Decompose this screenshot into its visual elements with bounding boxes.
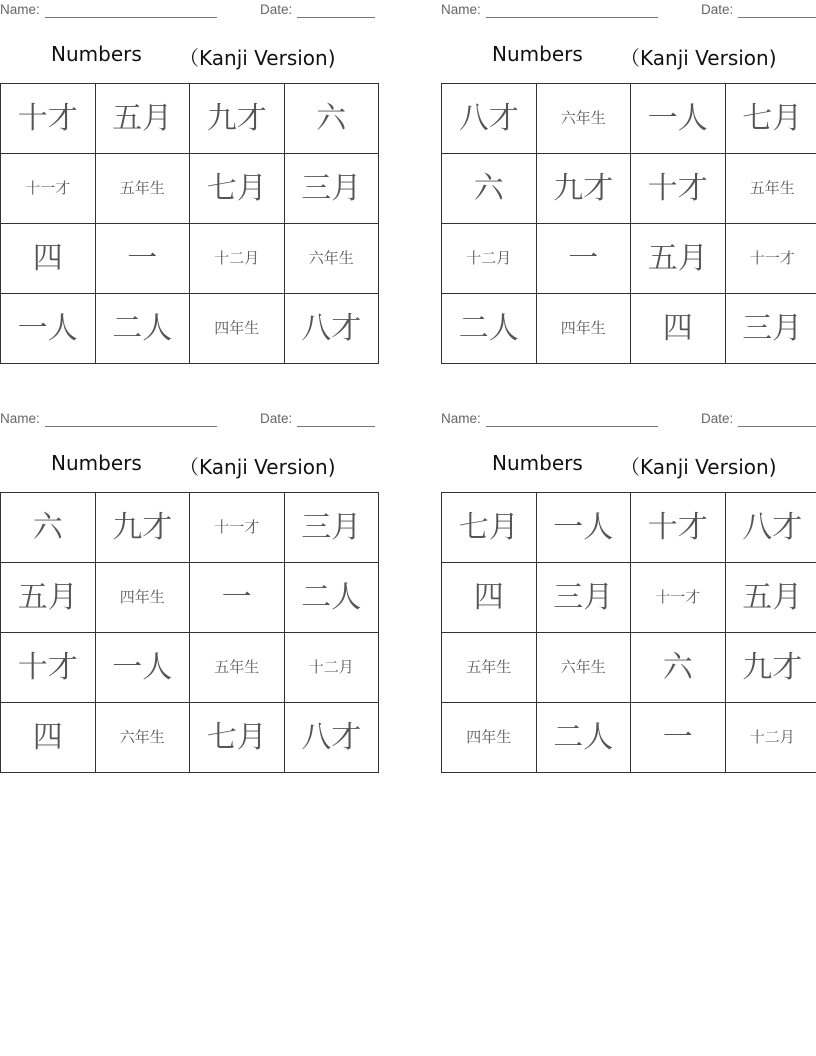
grid-cell: 八才 xyxy=(284,294,379,364)
name-label: Name: xyxy=(0,411,40,426)
grid-cell: 五年生 xyxy=(95,154,190,224)
grid-cell: 六年生 xyxy=(284,224,379,294)
grid-row xyxy=(442,703,816,773)
bingo-grid xyxy=(441,492,816,773)
grid-cell: 五年生 xyxy=(725,154,816,224)
grid-cell: 六 xyxy=(442,154,537,224)
bingo-grid xyxy=(441,83,816,364)
grid-cell: 一 xyxy=(190,563,285,633)
grid-row xyxy=(1,294,379,364)
name-label: Name: xyxy=(0,2,40,17)
date-label: Date: xyxy=(701,411,734,426)
grid-cell: 四 xyxy=(1,703,96,773)
date-label: Date: xyxy=(260,2,293,17)
grid-row xyxy=(1,154,379,224)
grid-cell: 八才 xyxy=(442,84,537,154)
name-blank xyxy=(486,17,658,18)
grid-row xyxy=(1,84,379,154)
name-blank xyxy=(486,426,658,427)
grid-cell: 八才 xyxy=(725,493,816,563)
title-main: Numbers xyxy=(492,42,583,66)
grid-row xyxy=(442,294,816,364)
grid-cell: 五月 xyxy=(95,84,190,154)
grid-cell: 十二月 xyxy=(190,224,285,294)
grid-cell: 七月 xyxy=(190,703,285,773)
grid-cell: 二人 xyxy=(536,703,631,773)
name-date-line xyxy=(441,2,816,20)
card-title xyxy=(441,42,816,70)
grid-cell: 二人 xyxy=(95,294,190,364)
card-title xyxy=(441,451,816,479)
grid-cell: 八才 xyxy=(284,703,379,773)
bingo-grid xyxy=(0,83,379,364)
name-blank xyxy=(45,17,217,18)
grid-cell: 十才 xyxy=(631,154,726,224)
grid-cell: 五年生 xyxy=(442,633,537,703)
grid-cell: 六 xyxy=(1,493,96,563)
name-date-line xyxy=(0,411,375,429)
grid-cell: 一人 xyxy=(631,84,726,154)
title-subtitle: （Kanji Version) xyxy=(179,46,336,70)
name-date-line xyxy=(0,2,375,20)
grid-cell: 一 xyxy=(631,703,726,773)
grid-cell: 三月 xyxy=(284,154,379,224)
grid-cell: 九才 xyxy=(95,493,190,563)
date-label: Date: xyxy=(701,2,734,17)
grid-cell: 六年生 xyxy=(536,84,631,154)
grid-cell: 六 xyxy=(284,84,379,154)
grid-cell: 九才 xyxy=(190,84,285,154)
grid-cell: 十一才 xyxy=(190,493,285,563)
grid-cell: 一人 xyxy=(1,294,96,364)
grid-cell: 二人 xyxy=(442,294,537,364)
bingo-card xyxy=(0,409,375,773)
grid-cell: 四 xyxy=(1,224,96,294)
grid-cell: 十才 xyxy=(1,633,96,703)
grid-cell: 十一才 xyxy=(725,224,816,294)
grid-cell: 九才 xyxy=(725,633,816,703)
grid-cell: 一人 xyxy=(95,633,190,703)
name-date-line xyxy=(441,411,816,429)
grid-row xyxy=(442,154,816,224)
grid-row xyxy=(1,224,379,294)
grid-row xyxy=(442,224,816,294)
grid-cell: 七月 xyxy=(442,493,537,563)
bingo-card xyxy=(0,0,375,364)
grid-row xyxy=(1,493,379,563)
grid-cell: 五月 xyxy=(1,563,96,633)
grid-row xyxy=(442,563,816,633)
title-main: Numbers xyxy=(492,451,583,475)
grid-cell: 四 xyxy=(631,294,726,364)
bingo-card xyxy=(441,409,816,773)
grid-row xyxy=(1,703,379,773)
grid-cell: 五月 xyxy=(725,563,816,633)
grid-cell: 十二月 xyxy=(284,633,379,703)
grid-cell: 三月 xyxy=(284,493,379,563)
title-subtitle: （Kanji Version) xyxy=(179,455,336,479)
name-label: Name: xyxy=(441,411,481,426)
card-title xyxy=(0,42,375,70)
grid-row xyxy=(442,84,816,154)
title-main: Numbers xyxy=(51,42,142,66)
date-blank xyxy=(297,426,375,427)
grid-cell: 六 xyxy=(631,633,726,703)
grid-cell: 五年生 xyxy=(190,633,285,703)
grid-cell: 四年生 xyxy=(190,294,285,364)
card-title xyxy=(0,451,375,479)
date-blank xyxy=(297,17,375,18)
grid-cell: 三月 xyxy=(536,563,631,633)
name-label: Name: xyxy=(441,2,481,17)
grid-cell: 七月 xyxy=(725,84,816,154)
grid-row xyxy=(442,633,816,703)
title-main: Numbers xyxy=(51,451,142,475)
grid-cell: 二人 xyxy=(284,563,379,633)
grid-cell: 三月 xyxy=(725,294,816,364)
title-subtitle: （Kanji Version) xyxy=(620,46,777,70)
bingo-card xyxy=(441,0,816,364)
grid-cell: 十才 xyxy=(1,84,96,154)
grid-cell: 一 xyxy=(95,224,190,294)
name-blank xyxy=(45,426,217,427)
grid-cell: 十二月 xyxy=(725,703,816,773)
grid-cell: 一 xyxy=(536,224,631,294)
date-label: Date: xyxy=(260,411,293,426)
date-blank xyxy=(738,426,816,427)
date-blank xyxy=(738,17,816,18)
grid-row xyxy=(442,493,816,563)
grid-cell: 六年生 xyxy=(95,703,190,773)
grid-cell: 四 xyxy=(442,563,537,633)
grid-row xyxy=(1,563,379,633)
grid-cell: 十一才 xyxy=(631,563,726,633)
grid-cell: 七月 xyxy=(190,154,285,224)
grid-cell: 一人 xyxy=(536,493,631,563)
grid-cell: 六年生 xyxy=(536,633,631,703)
title-subtitle: （Kanji Version) xyxy=(620,455,777,479)
grid-row xyxy=(1,633,379,703)
grid-cell: 四年生 xyxy=(536,294,631,364)
grid-cell: 十二月 xyxy=(442,224,537,294)
bingo-grid xyxy=(0,492,379,773)
grid-cell: 五月 xyxy=(631,224,726,294)
grid-cell: 十一才 xyxy=(1,154,96,224)
grid-cell: 十才 xyxy=(631,493,726,563)
grid-cell: 九才 xyxy=(536,154,631,224)
grid-cell: 四年生 xyxy=(95,563,190,633)
grid-cell: 四年生 xyxy=(442,703,537,773)
